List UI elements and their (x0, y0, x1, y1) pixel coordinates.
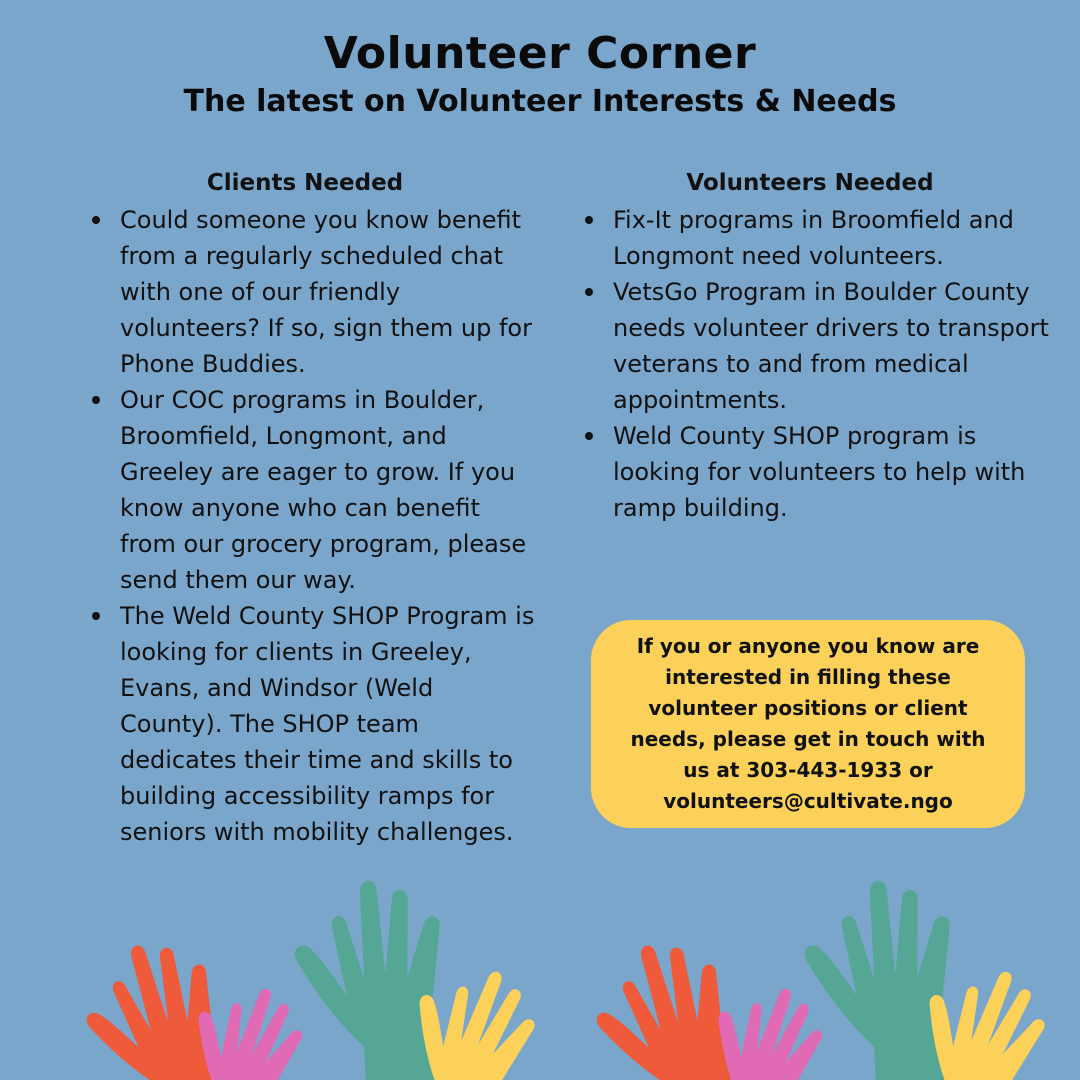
clients-needed-list (90, 202, 540, 850)
list-item: Weld County SHOP program is looking for volunteers to help with ramp building. (583, 418, 1053, 526)
list-item: Could someone you know benefit from a regularly scheduled chat with one of our friendly volunteers? If so, sign them up for Phone Buddies. (90, 202, 540, 382)
list-item: Fix-It programs in Broomfield and Longmont need volunteers. (583, 202, 1053, 274)
volunteers-needed-list (583, 202, 1053, 526)
raised-hands-icon (0, 840, 1080, 1080)
page-subtitle: The latest on Volunteer Interests & Needs (183, 84, 897, 119)
contact-text: If you or anyone you know are interested in filling these volunteer positions or client needs, please get in touch with us at 303-443-1933 or volunteers@cultivate.ngo (630, 634, 986, 813)
list-item: VetsGo Program in Boulder County needs volunteer drivers to transport veterans to and from medical appointments. (583, 274, 1053, 418)
clients-needed-heading: Clients Needed (206, 170, 404, 196)
list-item: Our COC programs in Boulder, Broomfield, Longmont, and Greeley are eager to grow. If you know anyone who can benefit from our grocery program, please send them our way. (90, 382, 540, 598)
list-item: The Weld County SHOP Program is looking for clients in Greeley, Evans, and Windsor (Weld County). The SHOP team dedicates their time and skills to building accessibility ramps for seniors with mobility challenges. (90, 598, 540, 850)
contact-box (591, 620, 1025, 828)
page-title: Volunteer Corner (323, 28, 757, 79)
volunteers-needed-heading: Volunteers Needed (686, 170, 934, 196)
